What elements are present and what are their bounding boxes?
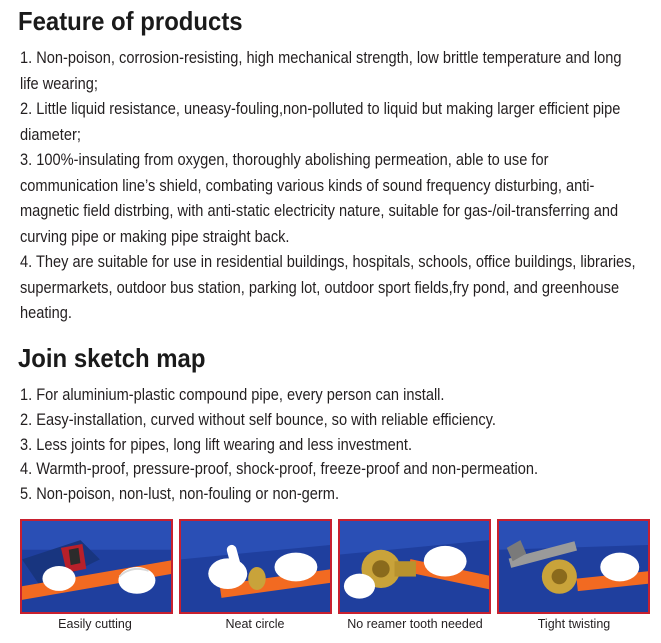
caption-neat-circle: Neat circle <box>225 617 285 631</box>
caption-easily-cutting: Easily cutting <box>58 617 132 631</box>
join-item: 4. Warmth-proof, pressure-proof, shock-proof, freeze-proof and non-permeation. <box>20 460 539 479</box>
features-item: 3. 100%-insulating from oxygen, thoroughly abolishing permeation, able to use for communication line’s shield, combating various kinds of sound frequency disturbing, anti-magnetic field distrbing, with anti-static electricity nature, suitable for gas-/oil-transferring and curving pipe or making pipe straight back. <box>20 151 619 246</box>
join-item: 3. Less joints for pipes, long lift wearing and less investment. <box>20 435 413 454</box>
photo-no-reamer <box>338 519 491 614</box>
features-item: 1. Non-poison, corrosion-resisting, high mechanical strength, low brittle temperature and long life wearing; <box>20 49 622 93</box>
features-item: 2. Little liquid resistance, uneasy-fouling,non-polluted to liquid but making larger efficient pipe diameter; <box>20 100 621 144</box>
features-list <box>20 46 640 327</box>
join-item: 5. Non-poison, non-lust, non-fouling or non-germ. <box>20 485 340 504</box>
photo-easily-cutting <box>20 519 173 614</box>
caption-no-reamer: No reamer tooth needed <box>347 617 483 631</box>
features-item: 4. They are suitable for use in residential buildings, hospitals, schools, office buildings, libraries, supermarkets, outdoor bus station, parking lot, outdoor sport fields,fry pond, and greenhouse heating. <box>20 253 636 322</box>
caption-tight-twisting: Tight twisting <box>537 617 611 631</box>
photo-neat-circle <box>179 519 332 614</box>
join-list <box>20 383 640 507</box>
photo-tight-twisting <box>497 519 650 614</box>
join-item: 1. For aluminium-plastic compound pipe, every person can install. <box>20 386 445 404</box>
features-title: Feature of products <box>18 6 243 36</box>
join-title: Join sketch map <box>18 343 206 373</box>
join-item: 2. Easy-installation, curved without self bounce, so with reliable efficiency. <box>20 410 496 429</box>
